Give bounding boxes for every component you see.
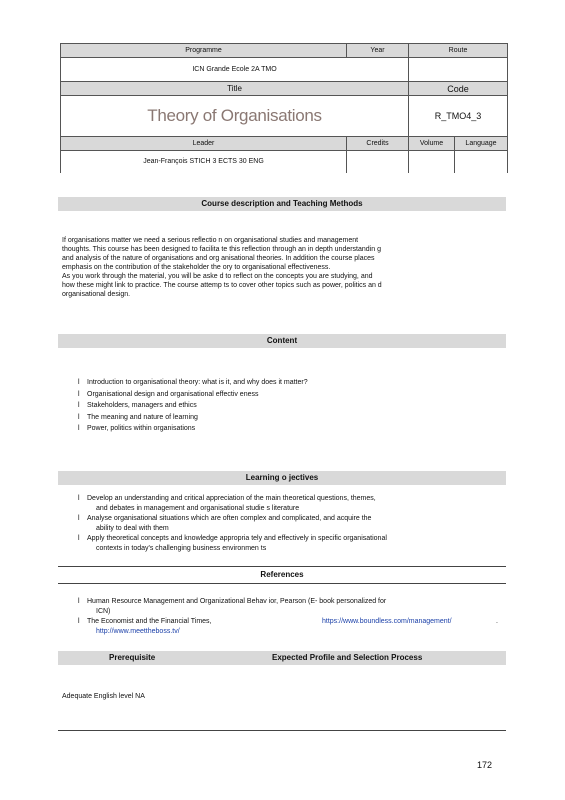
description-line: organisational design.: [62, 291, 131, 298]
description-line: As you work through the material, you will be aske d to reflect on the concepts you are studying, and: [62, 273, 373, 280]
description-line: and analysis of the nature of organisations and org anisational theories. In addition the course places: [62, 255, 375, 262]
course-code: R_TMO4_3: [409, 96, 508, 137]
bullet-icon: l: [78, 618, 80, 625]
reference-item: l The Economist and the Financial Times, https://www.boundless.com/management/ . http://www.meettheboss.tv/: [78, 618, 498, 635]
page-number: 172: [477, 760, 493, 770]
content-item: l Power, politics within organisations: [78, 423, 498, 435]
objective-item: l Apply theoretical concepts and knowledge appropria tely and effectively in specific organisational contexts in today's challenging business environmen ts: [78, 535, 387, 552]
course-title: Theory of Organisations: [61, 96, 409, 137]
content-item: l The meaning and nature of learning: [78, 412, 498, 424]
objectives-list: [78, 494, 498, 554]
year-label: Year: [347, 44, 409, 58]
language-label: Language: [455, 137, 508, 151]
content-item: l Organisational design and organisational effectiv eness: [78, 389, 498, 401]
bullet-icon: l: [78, 390, 80, 398]
bullet-icon: l: [78, 425, 80, 432]
credits-label: Credits: [347, 137, 409, 151]
volume-label: Volume: [409, 137, 455, 151]
objective-item: l Develop an understanding and critical appreciation of the main theoretical questions, themes, and debates in management and organisational studie s literature: [78, 495, 376, 512]
route-label: Route: [409, 44, 508, 58]
bullet-icon: l: [78, 379, 80, 386]
leader-label: Leader: [61, 137, 347, 151]
language-value: [455, 151, 508, 173]
references-list: [78, 597, 498, 637]
description-line: emphasis on the contribution of the stakeholder the ory to organisational effectiveness.: [62, 264, 331, 271]
boundless-link[interactable]: https://www.boundless.com/management/: [322, 618, 452, 625]
bullet-icon: l: [78, 598, 80, 605]
bullet-icon: l: [78, 495, 80, 502]
course-description-heading: Course description and Teaching Methods: [58, 197, 506, 211]
description-line: how these might link to practice. The course attemp ts to cover other topics such as power, politics an d: [62, 282, 382, 289]
content-list: [78, 377, 498, 435]
divider: [58, 566, 506, 567]
programme-value: ICN Grande Ecole 2A TMO: [61, 58, 409, 82]
meettheboss-link[interactable]: http://www.meettheboss.tv/: [96, 628, 180, 635]
bullet-icon: l: [78, 535, 80, 542]
expected-profile-heading: Expected Profile and Selection Process: [272, 653, 423, 662]
prerequisite-heading: Prerequisite: [109, 653, 156, 662]
programme-label: Programme: [61, 44, 347, 58]
bottom-divider: [58, 730, 506, 731]
title-label: Title: [61, 82, 409, 96]
route-value: [409, 58, 508, 82]
reference-item: l Human Resource Management and Organizational Behav ior, Pearson (E- book personalized for ICN): [78, 598, 387, 615]
references-heading: References: [260, 570, 304, 579]
bullet-icon: l: [78, 402, 80, 409]
leader-value: Jean-François STICH 3 ECTS 30 ENG: [61, 151, 347, 173]
objective-item: l Analyse organisational situations which are often complex and complicated, and acquire the ability to deal with them: [78, 515, 372, 532]
content-item: l Stakeholders, managers and ethics: [78, 400, 498, 412]
content-item: l Introduction to organisational theory: what is it, and why does it matter?: [78, 377, 498, 389]
credits-value: [347, 151, 409, 173]
prerequisite-bar: [58, 651, 506, 665]
volume-value: [409, 151, 455, 173]
description-line: thoughts. This course has been designed to facilita te this reflection through an in depth understandin g: [62, 246, 381, 253]
description-line: If organisations matter we need a serious reflectio n on organisational studies and management: [62, 237, 359, 244]
divider: [58, 583, 506, 584]
code-label: Code: [409, 82, 508, 96]
bullet-icon: l: [78, 413, 80, 421]
course-description-text: [62, 236, 500, 299]
content-heading: Content: [58, 334, 506, 348]
bullet-icon: l: [78, 515, 80, 522]
learning-objectives-heading: Learning o jectives: [58, 471, 506, 485]
course-header-table: [60, 43, 508, 173]
prerequisite-text: Adequate English level NA: [62, 693, 145, 700]
